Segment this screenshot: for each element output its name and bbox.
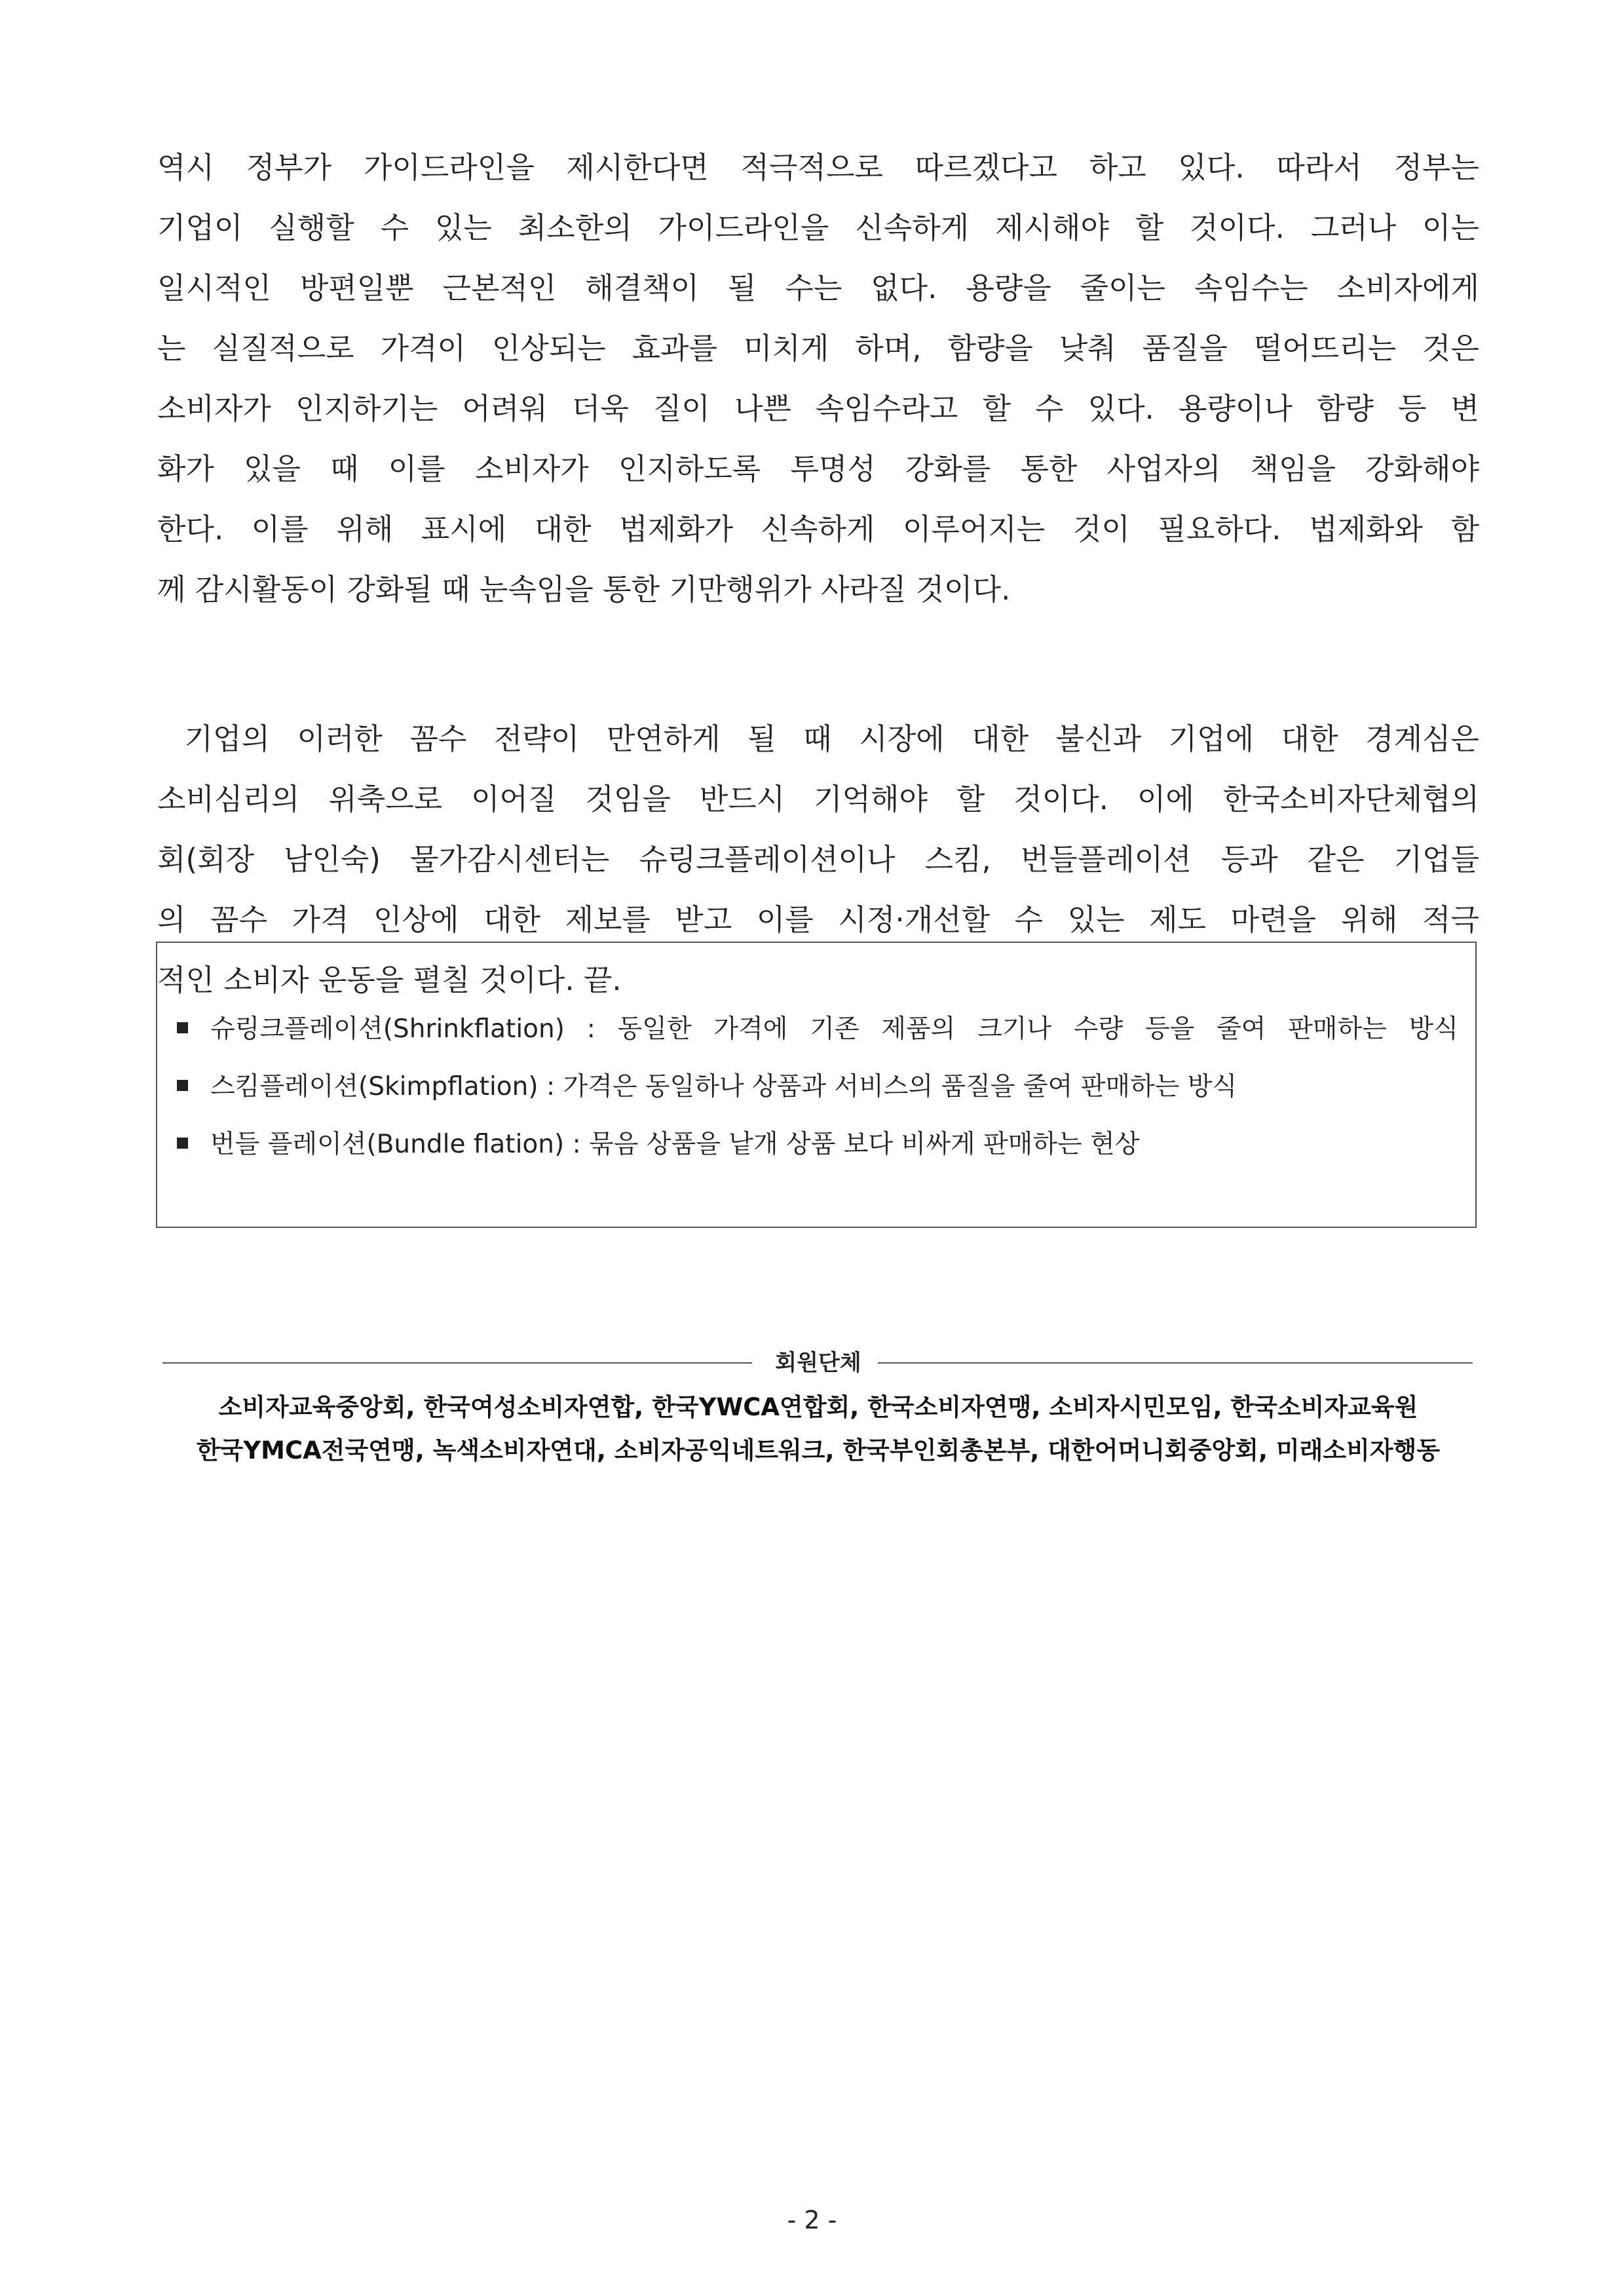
member-organizations bbox=[157, 1340, 1479, 1472]
paragraph-line: 적인 소비자 운동을 펼칠 것이다. 끝. bbox=[157, 963, 622, 997]
paragraph-line: 기업이 실행할 수 있는 최소한의 가이드라인을 신속하게 제시해야 할 것이다. 그러나 이는 bbox=[157, 210, 1479, 245]
square-bullet-icon bbox=[177, 1080, 188, 1091]
paragraph-line: 께 감시활동이 강화될 때 눈속임을 통한 기만행위가 사라질 것이다. bbox=[157, 572, 1011, 607]
definition-text: 번들 플레이션(Bundle flation) : 묶음 상품을 낱개 상품 보다 비싸게 판매하는 현상 bbox=[210, 1130, 1140, 1159]
paragraph-line: 회(회장 남인숙) 물가감시센터는 슈링크플레이션이나 스킴, 번들플레이션 등과 같은 기업들 bbox=[157, 842, 1479, 877]
members-title: 회원단체 bbox=[775, 1350, 861, 1376]
definition-item-bundleflation bbox=[177, 1125, 1139, 1164]
members-line-1: 소비자교육중앙회, 한국여성소비자연합, 한국YWCA연합회, 한국소비자연맹, 소비자시민모임, 한국소비자교육원 bbox=[218, 1393, 1418, 1421]
paragraph-line: 소비자가 인지하기는 어려워 더욱 질이 나쁜 속임수라고 할 수 있다. 용량이나 함량 등 변 bbox=[157, 391, 1479, 426]
paragraph-line: 화가 있을 때 이를 소비자가 인지하도록 투명성 강화를 통한 사업자의 책임을 강화해야 bbox=[157, 451, 1479, 486]
definition-text: 스킴플레이션(Skimpflation) : 가격은 동일하나 상품과 서비스의 품질을 줄여 판매하는 방식 bbox=[210, 1072, 1237, 1101]
paragraph-line: 소비심리의 위축으로 이어질 것임을 반드시 기억해야 할 것이다. 이에 한국소비자단체협의 bbox=[157, 782, 1479, 816]
definitions-box bbox=[156, 942, 1477, 1228]
paragraph-1 bbox=[157, 138, 1479, 620]
paragraph-line: 역시 정부가 가이드라인을 제시한다면 적극적으로 따르겠다고 하고 있다. 따라서 정부는 bbox=[157, 150, 1479, 185]
paragraph-line: 기업의 이러한 꼼수 전략이 만연하게 될 때 시장에 대한 불신과 기업에 대한 경계심은 bbox=[157, 721, 1479, 756]
paragraph-line: 일시적인 방편일뿐 근본적인 해결책이 될 수는 없다. 용량을 줄이는 속임수는 소비자에게 bbox=[157, 271, 1479, 305]
paragraph-line: 의 꼼수 가격 인상에 대한 제보를 받고 이를 시정·개선할 수 있는 제도 마련을 위해 적극 bbox=[157, 902, 1479, 937]
members-line-2: 한국YMCA전국연맹, 녹색소비자연대, 소비자공익네트워크, 한국부인회총본부, 대한어머니회중앙회, 미래소비자행동 bbox=[196, 1436, 1441, 1464]
paragraph-line: 한다. 이를 위해 표시에 대한 법제화가 신속하게 이루어지는 것이 필요하다. 법제화와 함 bbox=[157, 512, 1479, 546]
definition-text: 슈링크플레이션(Shrinkflation) : 동일한 가격에 기존 제품의 크기나 수량 등을 줄여 판매하는 방식 bbox=[210, 1014, 1458, 1044]
square-bullet-icon bbox=[177, 1138, 188, 1149]
paragraph-line: 는 실질적으로 가격이 인상되는 효과를 미치게 하며, 함량을 낮춰 품질을 떨어뜨리는 것은 bbox=[157, 331, 1479, 366]
definition-item-shrinkflation bbox=[177, 1010, 1461, 1049]
members-header bbox=[157, 1340, 1479, 1386]
divider-right bbox=[878, 1362, 1473, 1364]
page-number: - 2 - bbox=[787, 2206, 837, 2234]
body-text bbox=[157, 138, 1479, 1010]
definition-item-skimpflation bbox=[177, 1067, 1237, 1107]
square-bullet-icon bbox=[177, 1022, 188, 1033]
